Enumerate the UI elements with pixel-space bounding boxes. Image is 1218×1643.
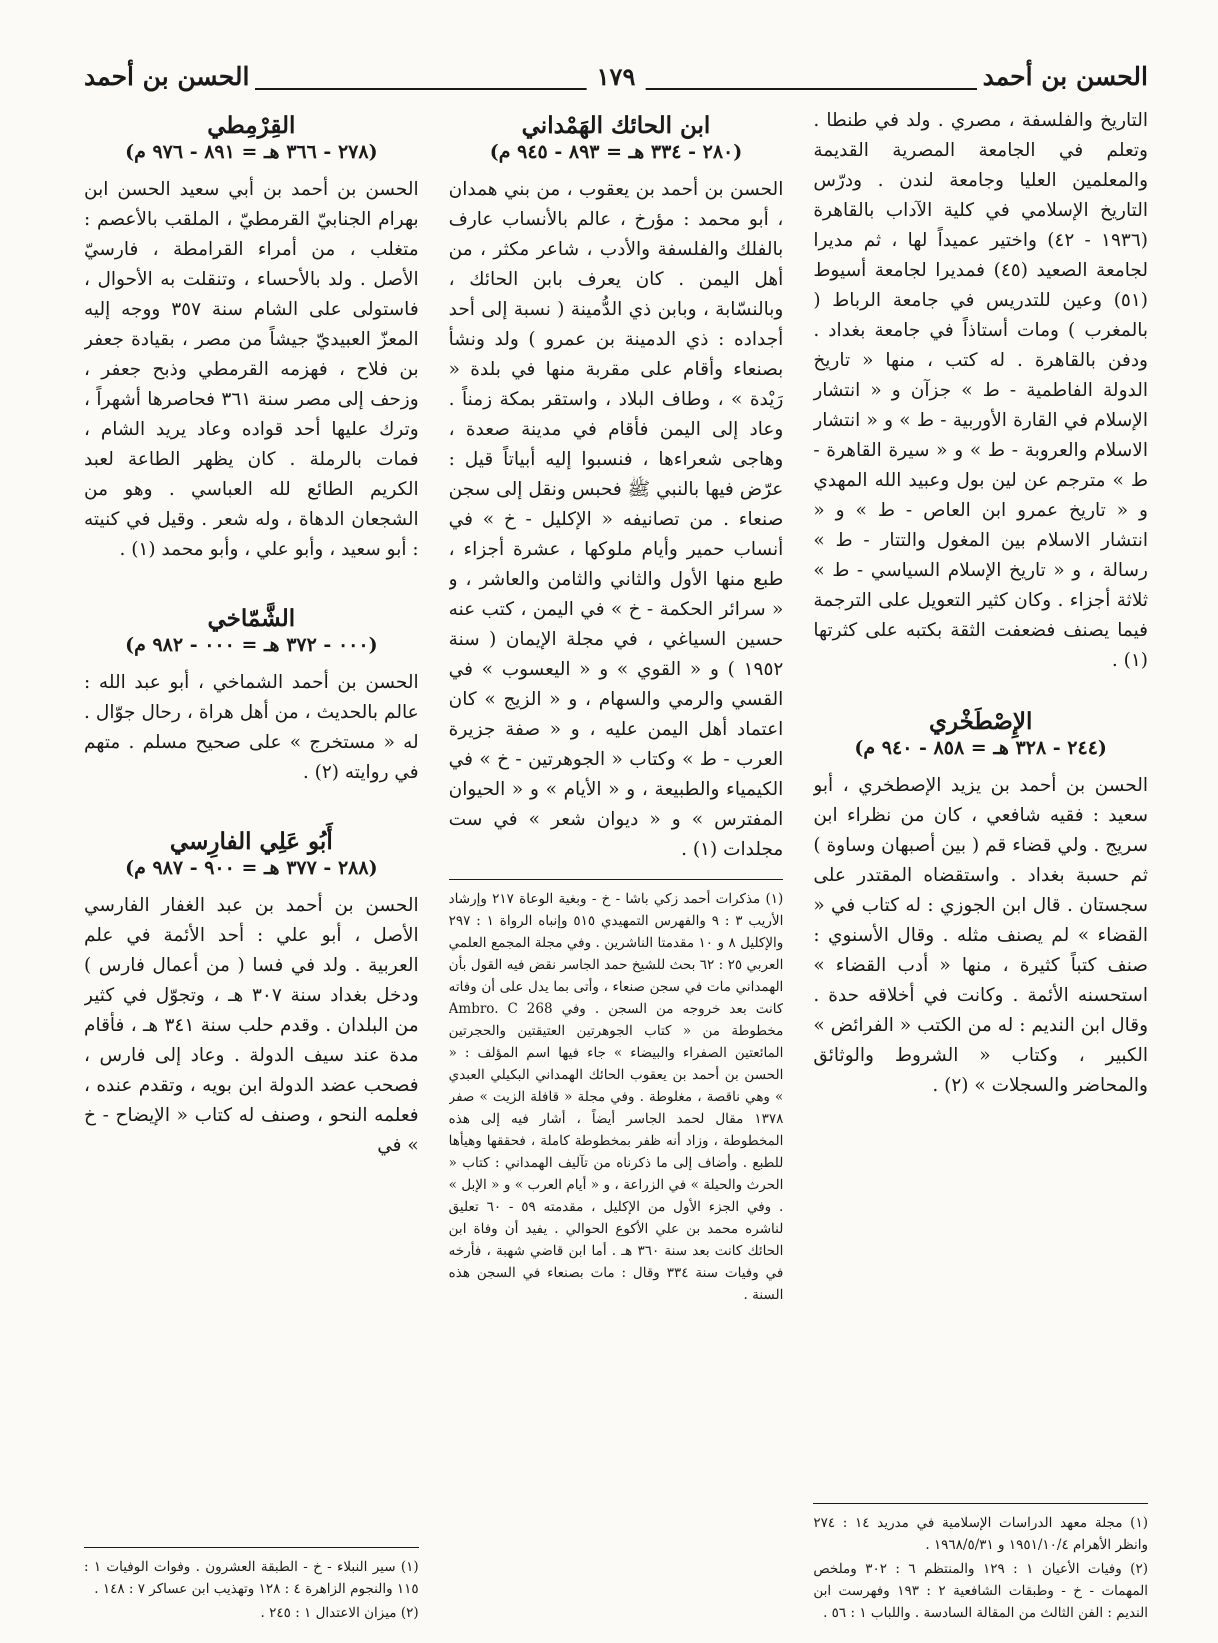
entry-title: القِرْمِطي: [207, 112, 296, 139]
entry-dates: (٢٨٨ - ٣٧٧ هـ = ٩٠٠ - ٩٨٧ م): [125, 857, 378, 879]
footnote: (٢) ميزان الاعتدال ١ : ٢٤٥ .: [260, 1605, 419, 1621]
entry-body: الحسن بن أحمد بن يزيد الإصطخري ، أبو سعيد : فقيه شافعي ، كان من نظراء ابن سريج . ولي قضاء قم ( بين أصبهان وساوة ) ثم حسبة بغداد . واستقضاه المقتدر على سجستان . قال ابن الجوزي : له كتاب في « القضاء » لم يصنف مثله . وقال الأسنوي : صنف كتباً كثيرة ، منها « أدب القضاء » استحسنه الأئمة . وكانت في أخلاقه حدة . وقال ابن النديم : له من الكتب « الفرائض » الكبير ، وكتاب « الشروط والوثائق والمحاضر والسجلات » (٢) .: [813, 775, 1148, 1096]
footnotes-left: [84, 1547, 419, 1626]
column-right: [813, 106, 1148, 1626]
footnotes-middle: [449, 879, 784, 1308]
entry-istakhri: [813, 702, 1148, 1101]
entry-qarmati: [84, 106, 419, 565]
footnote: (١) مجلة معهد الدراسات الإسلامية في مدريد ١٤ : ٢٧٤ وانظر الأهرام ١٩٥١/١٠/٤ و ١٩٦٨/٥/٣١ .: [813, 1515, 1148, 1553]
text-columns: [84, 106, 1148, 1626]
entry-dates: (٢٧٨ - ٣٦٦ هـ = ٨٩١ - ٩٧٦ م): [125, 141, 378, 163]
entry-ibn-al-haik: [449, 106, 784, 865]
entry-shammakhi: [84, 599, 419, 788]
continued-entry-text: التاريخ والفلسفة ، مصري . ولد في طنطا . وتعلم في الجامعة المصرية القديمة والمعلمين العليا وجامعة لندن . ودرّس التاريخ الإسلامي في كلية الآداب بالقاهرة (١٩٣٦ - ٤٢) واختير عميداً لها ، ثم مديرا لجامعة الصعيد (٤٥) فمديرا لجامعة أسيوط (٥١) وعين للتدريس في جامعة الرباط ( بالمغرب ) ومات أستاذاً في جامعة بغداد . ودفن بالقاهرة . له كتب ، منها « تاريخ الدولة الفاطمية - ط » جزآن و « انتشار الإسلام في القارة الأوربية - ط » و « انتشار الاسلام والعروبة - ط » و « سيرة القاهرة - ط » مترجم عن لين بول وعبيد الله المهدي و « تاريخ عمرو ابن العاص - ط » و « انتشار الاسلام بين المغول والتتار - ط » رسالة ، و « تاريخ الإسلام السياسي - ط » ثلاثة أجزاء . وكان كثير التعويل على الترجمة فيما يصنف فضعفت الثقة بكتبه على كثرتها (١) .: [813, 110, 1148, 671]
entry-title: الشَّمّاخي: [207, 605, 296, 632]
entry-title: أَبُو عَلِي الفارِسي: [169, 828, 333, 855]
header-left-title: الحسن بن أحمد: [84, 62, 255, 91]
entry-title: الإِصْطَخْري: [928, 708, 1033, 735]
footnote: (١) مذكرات أحمد زكي باشا - خ - وبغية الوعاة ٢١٧ وإرشاد الأريب ٣ : ٩ والفهرس التمهيدي ٥١٥ وإنباه الرواة ١ : ٢٩٧ والإكليل ٨ و ١٠ مقدمتا الناشرين . وفي مجلة المجمع العلمي العربي ٢٥ : ٦٢ بحث للشيخ حمد الجاسر نقض فيه القول بأن الهمداني مات في سجن صنعاء ، وأتى بما يدل على أن وفاته كانت بعد خروجه من السجن . وفي Ambro. C 268 مخطوطة من « كتاب الجوهرتين العتيقتين والحجرتين المائعتين الصفراء والبيضاء » جاء فيها اسم المؤلف : « الحسن بن أحمد بن يعقوب الحائك الهمداني البكيلي العبدي » وهي ناقصة ، مغلوطة . وفي مجلة « قافلة الزيت » صفر ١٣٧٨ مقال لحمد الجاسر أيضاً ، أشار فيه إلى هذه المخطوطة ، وزاد أنه ظفر بمخطوطة كاملة ، فحققها وهيأها للطبع . وأضاف إلى ما ذكرناه من تآليف الهمداني : كتاب « الحرث والحيلة » في الزراعة ، و « أيام العرب » و « الإبل » . وفي الجزء الأول من الإكليل ، مقدمته ٥٩ - ٦٠ تعليق لناشره محمد بن علي الأكوع الحوالي . يفيد أن وفاة ابن الحائك كانت بعد سنة ٣٦٠ هـ . أما ابن قاضي شهبة ، فأرخه في وفيات سنة ٣٣٤ وقال : مات بصنعاء في السجن هذه السنة .: [448, 891, 784, 1303]
entry-abu-ali-farisi: [84, 822, 419, 1161]
column-middle: [449, 106, 784, 1626]
entry-body: الحسن بن أحمد الشماخي ، أبو عبد الله : عالم بالحديث ، من أهل هراة ، رحال جوّال . له « مستخرج » على صحيح مسلم . متهم في روايته (٢) .: [83, 672, 419, 783]
entry-body: الحسن بن أحمد بن أبي سعيد الحسن ابن بهرام الجنابيّ القرمطيّ ، الملقب بالأعصم : متغلب ، من أمراء القرامطة ، فارسيّ الأصل . ولد بالأحساء ، وتنقلت به الأحوال ، فاستولى على الشام سنة ٣٥٧ ووجه إليه المعزّ العبيديّ جيشاً من مصر ، بقيادة جعفر بن فلاح ، فهزمه القرمطي وذبح جعفر ، وزحف إلى مصر سنة ٣٦١ فحاصرها أشهراً ، وترك عليها أحد قواده وعاد يريد الشام ، فمات بالرملة . كان يظهر الطاعة لعبد الكريم الطائع لله العباسي . وهو من الشجعان الدهاة ، وله شعر . وقيل في كنيته : أبو سعيد ، وأبو علي ، وأبو محمد (١) .: [83, 179, 419, 560]
page-number: ١٧٩: [587, 62, 646, 91]
entry-dates: (٢٤٤ - ٣٢٨ هـ = ٨٥٨ - ٩٤٠ م): [854, 737, 1107, 759]
entry-dates: (٢٨٠ - ٣٣٤ هـ = ٨٩٣ - ٩٤٥ م): [489, 141, 743, 163]
entry-body: الحسن بن أحمد بن عبد الغفار الفارسي الأصل ، أبو علي : أحد الأئمة في علم العربية . ولد في فسا ( من أعمال فارس ) ودخل بغداد سنة ٣٠٧ هـ ، وتجوّل في كثير من البلدان . وقدم حلب سنة ٣٤١ هـ ، فأقام مدة عند سيف الدولة . وعاد إلى فارس ، فصحب عضد الدولة ابن بويه ، وتقدم عنده ، فعلمه النحو ، وصنف له كتاب « الإيضاح - خ » في: [83, 895, 419, 1156]
footnotes-right: [813, 1503, 1148, 1626]
entry-dates: (٠٠٠ - ٣٧٢ هـ = ٠٠٠ - ٩٨٢ م): [125, 634, 378, 656]
column-left: [84, 106, 419, 1626]
entry-title: ابن الحائك الهَمْداني: [521, 112, 711, 139]
footnote: (٢) وفيات الأعيان ١ : ١٢٩ والمنتظم ٦ : ٣٠٢ وملخص المهمات - خ - وطبقات الشافعية ٢ : ١٩٣ وفهرست ابن النديم : الفن الثالث من المقالة السادسة . واللباب ١ : ٥٦ .: [813, 1561, 1148, 1621]
footnote: (١) سير النبلاء - خ - الطبقة العشرون . وفوات الوفيات ١ : ١١٥ والنجوم الزاهرة ٤ : ١٢٨ وتهذيب ابن عساكر ٧ : ١٤٨ .: [83, 1559, 419, 1597]
running-header: [84, 62, 1148, 106]
entry-body: الحسن بن أحمد بن يعقوب ، من بني همدان ، أبو محمد : مؤرخ ، عالم بالأنساب عارف بالفلك والفلسفة والأدب ، شاعر مكثر ، من أهل اليمن . كان يعرف بابن الحائك ، وبالنسّابة ، وبابن ذي الدُّمينة ( نسبة إلى أحد أجداده : ذي الدمينة بن عمرو ) ولد ونشأ بصنعاء وأقام على مقربة منها في بلدة « رَيْدة » ، وطاف البلاد ، واستقر بمكة زمناً . وعاد إلى اليمن فأقام في مدينة صعدة ، وهاجى شعراءها ، فنسبوا إليه أبياتاً قيل : عرّض فيها بالنبي ﷺ فحبس ونقل إلى سجن صنعاء . من تصانيفه « الإكليل - خ » في أنساب حمير وأيام ملوكها ، عشرة أجزاء ، طبع منها الأول والثاني والثامن والعاشر ، و « سرائر الحكمة - خ » في اليمن ، كتب عنه حسين السياغي ، في مجلة الإيمان ( سنة ١٩٥٢ ) و « القوي » و « اليعسوب » في القسي والرمي والسهام ، و « الزيج » كان اعتماد أهل اليمن عليه ، و « صفة جزيرة العرب - ط » وكتاب « الجوهرتين - خ » في الكيمياء والطبيعة ، و « الأيام » و « الحيوان المفترس » و « ديوان شعر » في ست مجلدات (١) .: [448, 179, 784, 860]
header-right-title: الحسن بن أحمد: [977, 62, 1148, 91]
